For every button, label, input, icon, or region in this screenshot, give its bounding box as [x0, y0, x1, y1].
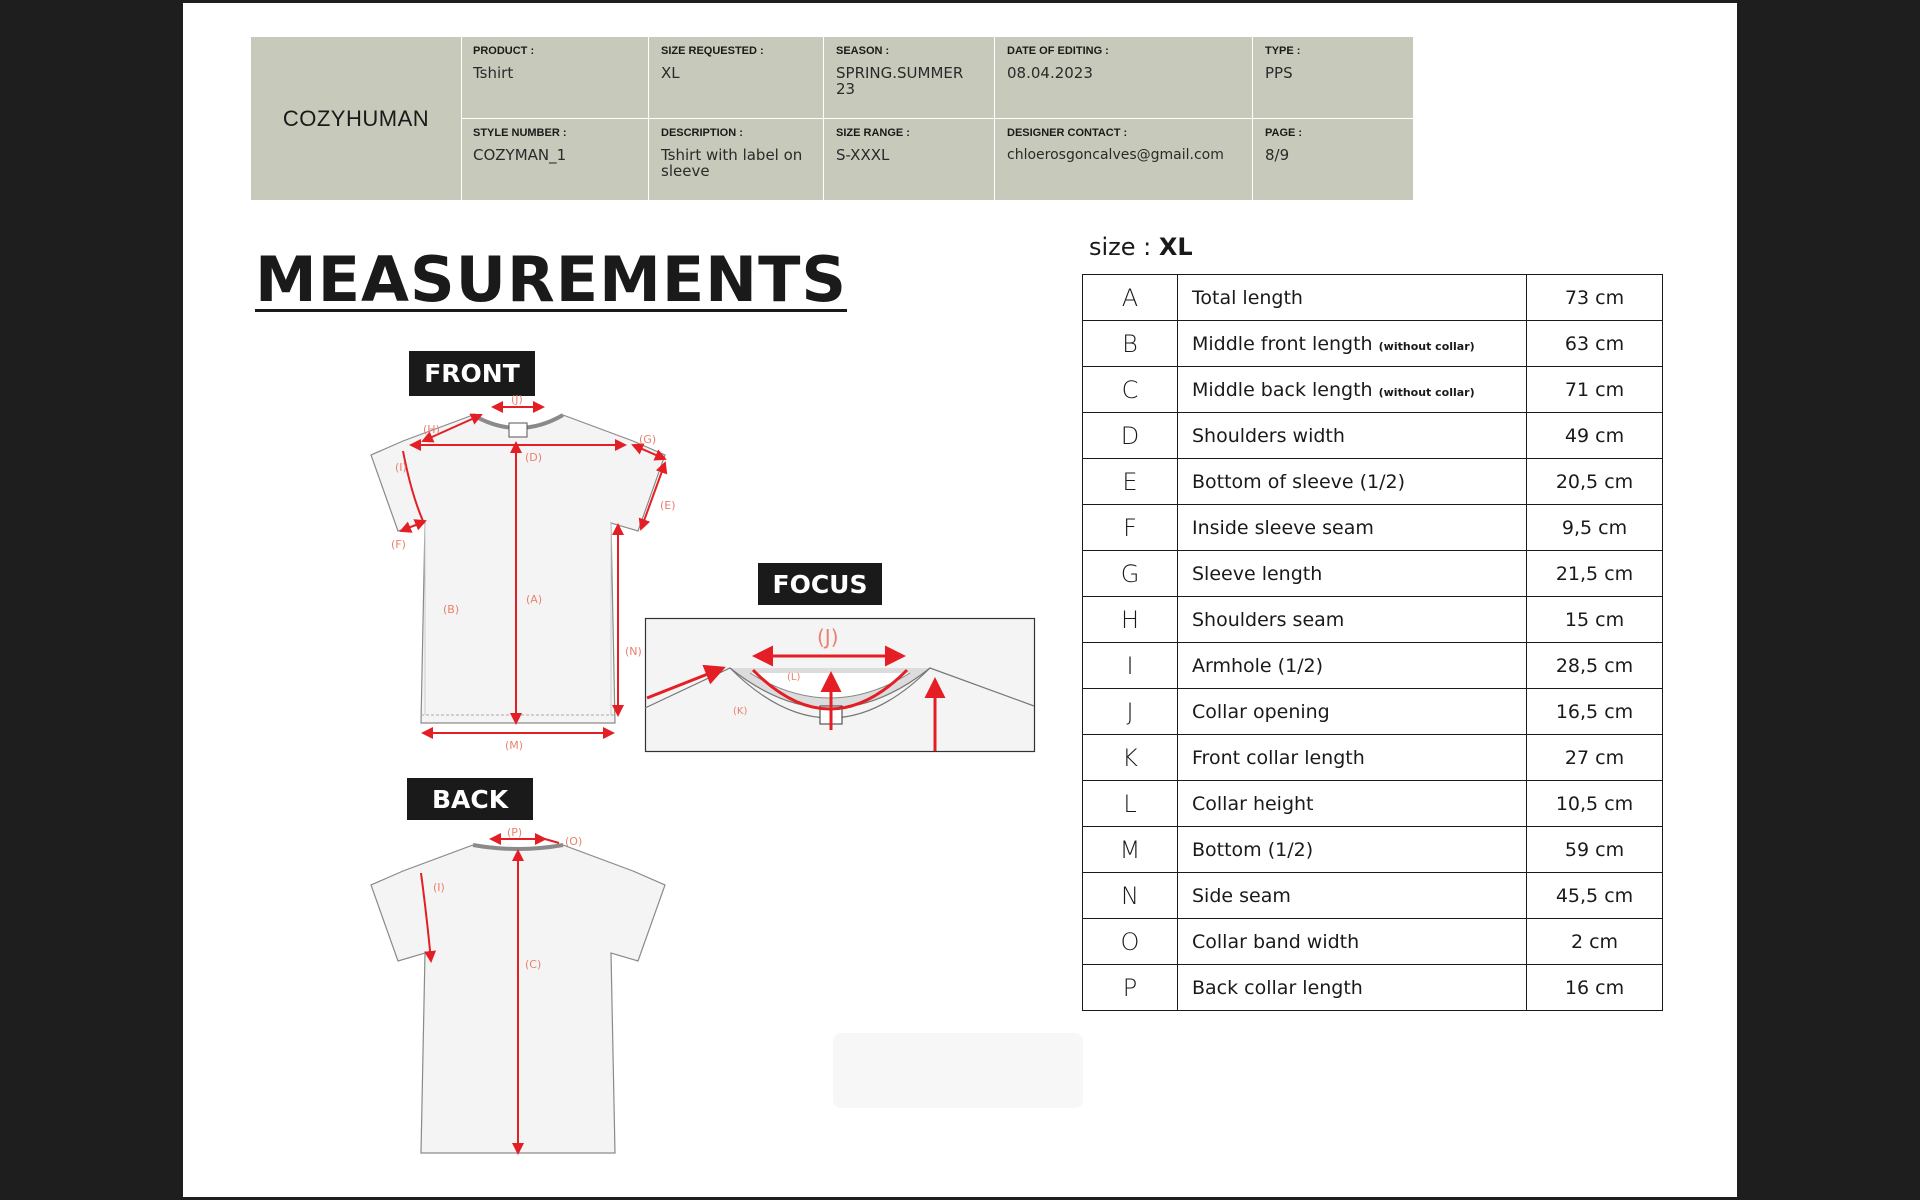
measurement-value: 9,5 cm — [1527, 505, 1663, 551]
page-title: MEASUREMENTS — [255, 243, 848, 316]
designer-label: DESIGNER CONTACT : — [1007, 127, 1128, 139]
product-label: PRODUCT : — [473, 45, 535, 57]
back-label-i: (I) — [433, 881, 445, 894]
type-value: PPS — [1265, 64, 1293, 82]
table-row — [1083, 781, 1663, 827]
size-range-label: SIZE RANGE : — [836, 127, 910, 139]
measurement-name-cell — [1178, 781, 1527, 827]
table-row — [1083, 919, 1663, 965]
measurement-code: N — [1083, 873, 1178, 919]
size-requested-value: XL — [661, 64, 680, 82]
table-row — [1083, 643, 1663, 689]
size-requested-cell — [649, 37, 824, 118]
measurement-name: Total length — [1192, 286, 1303, 309]
season-cell — [824, 37, 995, 118]
measurement-value: 73 cm — [1527, 275, 1663, 321]
focus-collar-diagram — [645, 618, 1035, 752]
back-label-o: (O) — [565, 835, 583, 848]
measurement-name: Bottom of sleeve (1/2) — [1192, 470, 1406, 493]
table-row — [1083, 321, 1663, 367]
measurement-value: 2 cm — [1527, 919, 1663, 965]
measurement-value: 71 cm — [1527, 367, 1663, 413]
measurement-value: 16 cm — [1527, 965, 1663, 1011]
measurement-name: Collar opening — [1192, 700, 1330, 723]
label-i: (I) — [395, 461, 407, 474]
measurement-code: F — [1083, 505, 1178, 551]
label-e: (E) — [660, 499, 676, 512]
measurement-value: 28,5 cm — [1527, 643, 1663, 689]
label-m: (M) — [505, 739, 524, 752]
product-cell — [461, 37, 649, 118]
measurement-value: 15 cm — [1527, 597, 1663, 643]
measurement-name-cell — [1178, 505, 1527, 551]
label-a: (A) — [526, 593, 543, 606]
front-tshirt-diagram — [283, 393, 703, 752]
focus-label-l: (L) — [787, 672, 801, 683]
table-row — [1083, 413, 1663, 459]
measurement-name-cell — [1178, 873, 1527, 919]
season-label: SEASON : — [836, 45, 890, 57]
measurement-name-cell — [1178, 551, 1527, 597]
measurement-name-cell — [1178, 413, 1527, 459]
measurement-code: K — [1083, 735, 1178, 781]
measurement-name: Back collar length — [1192, 976, 1363, 999]
date-label: DATE OF EDITING : — [1007, 45, 1109, 57]
table-row — [1083, 597, 1663, 643]
page-label: PAGE : — [1265, 127, 1303, 139]
faint-smudge — [833, 1033, 1083, 1108]
back-label-p: (P) — [507, 826, 523, 839]
measurement-name-cell — [1178, 965, 1527, 1011]
measurement-name-cell — [1178, 735, 1527, 781]
label-j: (J) — [511, 393, 523, 406]
brand-name: COZYHUMAN — [251, 37, 462, 200]
measurement-value: 45,5 cm — [1527, 873, 1663, 919]
measurement-code: L — [1083, 781, 1178, 827]
back-tshirt-diagram — [283, 823, 703, 1163]
table-row — [1083, 735, 1663, 781]
label-b: (B) — [443, 603, 460, 616]
spec-sheet-page — [183, 3, 1737, 1197]
measurement-name: Side seam — [1192, 884, 1291, 907]
measurement-value: 59 cm — [1527, 827, 1663, 873]
table-row — [1083, 275, 1663, 321]
measurement-code: C — [1083, 367, 1178, 413]
focus-label-k: (K) — [733, 706, 748, 717]
style-number-cell — [461, 119, 649, 200]
label-d: (D) — [525, 451, 543, 464]
table-row — [1083, 459, 1663, 505]
measurement-name-cell — [1178, 367, 1527, 413]
measurement-name: Armhole (1/2) — [1192, 654, 1324, 677]
back-label-c: (C) — [525, 958, 542, 971]
table-row — [1083, 965, 1663, 1011]
measurement-code: J — [1083, 689, 1178, 735]
measurement-value: 27 cm — [1527, 735, 1663, 781]
size-requested-label: SIZE REQUESTED : — [661, 45, 764, 57]
measurement-code: I — [1083, 643, 1178, 689]
measurement-code: B — [1083, 321, 1178, 367]
table-row — [1083, 505, 1663, 551]
measurement-code: M — [1083, 827, 1178, 873]
table-row — [1083, 551, 1663, 597]
measurement-name-cell — [1178, 689, 1527, 735]
measurement-value: 63 cm — [1527, 321, 1663, 367]
style-number-label: STYLE NUMBER : — [473, 127, 567, 139]
description-label: DESCRIPTION : — [661, 127, 743, 139]
measurement-name-cell — [1178, 597, 1527, 643]
season-value: SPRING.SUMMER 23 — [836, 64, 964, 98]
table-row — [1083, 873, 1663, 919]
measurement-name-cell — [1178, 275, 1527, 321]
measurement-value: 10,5 cm — [1527, 781, 1663, 827]
measurement-name: Shoulders seam — [1192, 608, 1345, 631]
measurement-name: Front collar length — [1192, 746, 1365, 769]
measurement-name: Collar height — [1192, 792, 1314, 815]
measurement-value: 16,5 cm — [1527, 689, 1663, 735]
measurement-name: Middle front length — [1192, 332, 1373, 355]
table-row — [1083, 367, 1663, 413]
measurement-name-cell — [1178, 827, 1527, 873]
page-cell — [1253, 119, 1413, 200]
table-row — [1083, 827, 1663, 873]
date-cell — [995, 37, 1253, 118]
product-value: Tshirt — [473, 64, 514, 82]
measurement-name-cell — [1178, 919, 1527, 965]
designer-value: chloerosgoncalves@gmail.com — [1007, 147, 1224, 163]
size-range-cell — [824, 119, 995, 200]
style-number-value: COZYMAN_1 — [473, 146, 567, 164]
measurement-code: O — [1083, 919, 1178, 965]
size-range-value: S-XXXL — [836, 146, 890, 164]
spec-header — [251, 37, 1413, 200]
focus-tag: FOCUS — [758, 563, 882, 605]
measurement-code: A — [1083, 275, 1178, 321]
size-prefix: size : — [1089, 233, 1152, 261]
measurement-name-cell — [1178, 321, 1527, 367]
page-value: 8/9 — [1265, 146, 1290, 164]
label-g: (G) — [639, 433, 657, 446]
focus-label-j: (J) — [817, 625, 839, 649]
measurement-code: E — [1083, 459, 1178, 505]
type-cell — [1253, 37, 1413, 118]
label-h: (H) — [423, 423, 440, 436]
measurement-value: 21,5 cm — [1527, 551, 1663, 597]
measurement-name: Collar band width — [1192, 930, 1360, 953]
measurement-code: D — [1083, 413, 1178, 459]
front-tag: FRONT — [409, 351, 535, 396]
measurement-value: 49 cm — [1527, 413, 1663, 459]
measurement-code: G — [1083, 551, 1178, 597]
measurement-name: Inside sleeve seam — [1192, 516, 1374, 539]
measurement-name: Bottom (1/2) — [1192, 838, 1314, 861]
size-value: XL — [1158, 233, 1193, 261]
designer-cell — [995, 119, 1253, 200]
label-f: (F) — [391, 538, 406, 551]
description-cell — [649, 119, 824, 200]
description-value: Tshirt with label on sleeve — [661, 146, 803, 180]
measurement-name: Middle back length — [1192, 378, 1373, 401]
measurements-table — [1082, 274, 1663, 1011]
date-value: 08.04.2023 — [1007, 64, 1093, 82]
measurement-name: Sleeve length — [1192, 562, 1323, 585]
measurement-note: (without collar) — [1378, 385, 1475, 399]
measurement-name-cell — [1178, 643, 1527, 689]
measurement-name-cell — [1178, 459, 1527, 505]
measurement-value: 20,5 cm — [1527, 459, 1663, 505]
label-n: (N) — [625, 645, 642, 658]
table-row — [1083, 689, 1663, 735]
back-tag: BACK — [407, 778, 533, 820]
measurement-code: P — [1083, 965, 1178, 1011]
size-label — [1089, 233, 1193, 261]
measurement-note: (without collar) — [1378, 339, 1475, 353]
measurement-code: H — [1083, 597, 1178, 643]
measurement-name: Shoulders width — [1192, 424, 1345, 447]
type-label: TYPE : — [1265, 45, 1301, 57]
